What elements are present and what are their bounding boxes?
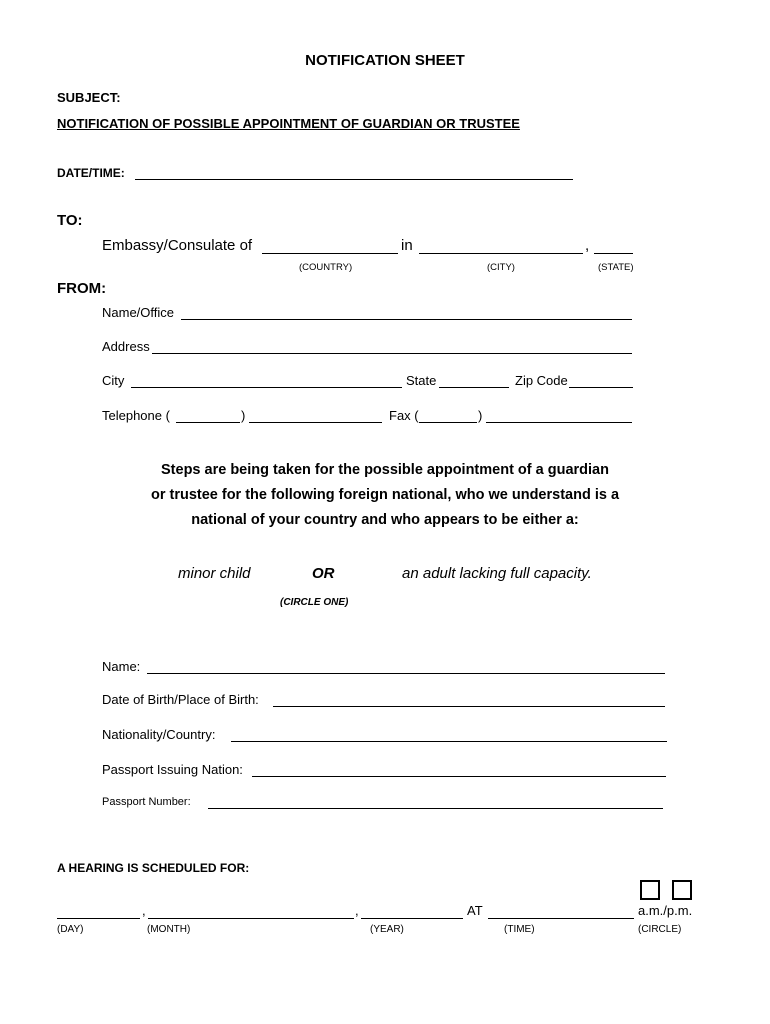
hearing-comma-2: , xyxy=(355,903,359,918)
nationality-field[interactable] xyxy=(231,741,667,742)
passport-number-label: Passport Number: xyxy=(102,796,191,808)
subject-label: SUBJECT: xyxy=(57,90,121,105)
day-caption: (DAY) xyxy=(57,924,84,935)
fax-label: Fax ( xyxy=(389,408,419,423)
ampm-label: a.m./p.m. xyxy=(638,903,693,918)
month-caption: (MONTH) xyxy=(147,924,191,935)
from-city-field[interactable] xyxy=(131,387,402,388)
state-label: State xyxy=(406,373,437,388)
country-field[interactable] xyxy=(262,253,398,254)
passport-nation-field[interactable] xyxy=(252,776,666,777)
at-label: AT xyxy=(467,903,483,918)
embassy-label: Embassy/Consulate of xyxy=(102,237,253,254)
hearing-label: A HEARING IS SCHEDULED FOR: xyxy=(57,861,250,875)
datetime-label: DATE/TIME: xyxy=(57,166,125,180)
address-field[interactable] xyxy=(152,353,632,354)
document-title: NOTIFICATION SHEET xyxy=(305,52,465,69)
dob-label: Date of Birth/Place of Birth: xyxy=(102,692,259,707)
dob-field[interactable] xyxy=(273,706,665,707)
telephone-label: Telephone ( xyxy=(102,408,170,423)
zip-label: Zip Code xyxy=(515,373,568,388)
name-office-field[interactable] xyxy=(181,319,632,320)
telephone-number-field[interactable] xyxy=(249,422,382,423)
day-field[interactable] xyxy=(57,918,140,919)
city-caption: (CITY) xyxy=(487,262,515,273)
from-label: FROM: xyxy=(57,280,107,297)
city-label: City xyxy=(102,373,125,388)
subject-text: NOTIFICATION OF POSSIBLE APPOINTMENT OF GUARDIAN OR TRUSTEE xyxy=(57,116,520,131)
fax-number-field[interactable] xyxy=(486,422,632,423)
option-minor-child[interactable]: minor child xyxy=(178,565,251,582)
state-caption: (STATE) xyxy=(598,262,634,273)
time-field[interactable] xyxy=(488,918,634,919)
fax-area-field[interactable] xyxy=(419,422,477,423)
telephone-close: ) xyxy=(241,408,246,423)
statement-line-3: national of your country and who appears to be either a: xyxy=(191,512,579,528)
year-field[interactable] xyxy=(361,918,463,919)
option-adult[interactable]: an adult lacking full capacity. xyxy=(402,565,592,582)
in-label: in xyxy=(401,237,413,254)
statement-line-2: or trustee for the following foreign national, who we understand is a xyxy=(150,487,620,503)
circle-caption: (CIRCLE) xyxy=(638,924,682,935)
or-label: OR xyxy=(312,565,335,582)
address-label: Address xyxy=(102,339,150,354)
nationality-label: Nationality/Country: xyxy=(102,727,216,742)
comma-label: , xyxy=(585,237,590,254)
am-checkbox[interactable] xyxy=(640,880,660,900)
name-office-label: Name/Office xyxy=(102,305,175,320)
person-name-field[interactable] xyxy=(147,673,665,674)
statement-line-1: Steps are being taken for the possible appointment of a guardian xyxy=(161,462,609,478)
hearing-comma-1: , xyxy=(142,903,146,918)
from-state-field[interactable] xyxy=(439,387,509,388)
circle-one-note: (CIRCLE ONE) xyxy=(280,597,349,608)
passport-nation-label: Passport Issuing Nation: xyxy=(102,762,243,777)
city-field[interactable] xyxy=(419,253,583,254)
fax-close: ) xyxy=(478,408,483,423)
telephone-area-field[interactable] xyxy=(176,422,240,423)
passport-number-field[interactable] xyxy=(208,808,663,809)
pm-checkbox[interactable] xyxy=(672,880,692,900)
state-field[interactable] xyxy=(594,253,633,254)
to-label: TO: xyxy=(57,212,83,229)
month-field[interactable] xyxy=(148,918,354,919)
time-caption: (TIME) xyxy=(504,924,535,935)
datetime-field[interactable] xyxy=(135,179,573,180)
person-name-label: Name: xyxy=(102,659,141,674)
country-caption: (COUNTRY) xyxy=(299,262,353,273)
zip-field[interactable] xyxy=(569,387,633,388)
year-caption: (YEAR) xyxy=(370,924,404,935)
